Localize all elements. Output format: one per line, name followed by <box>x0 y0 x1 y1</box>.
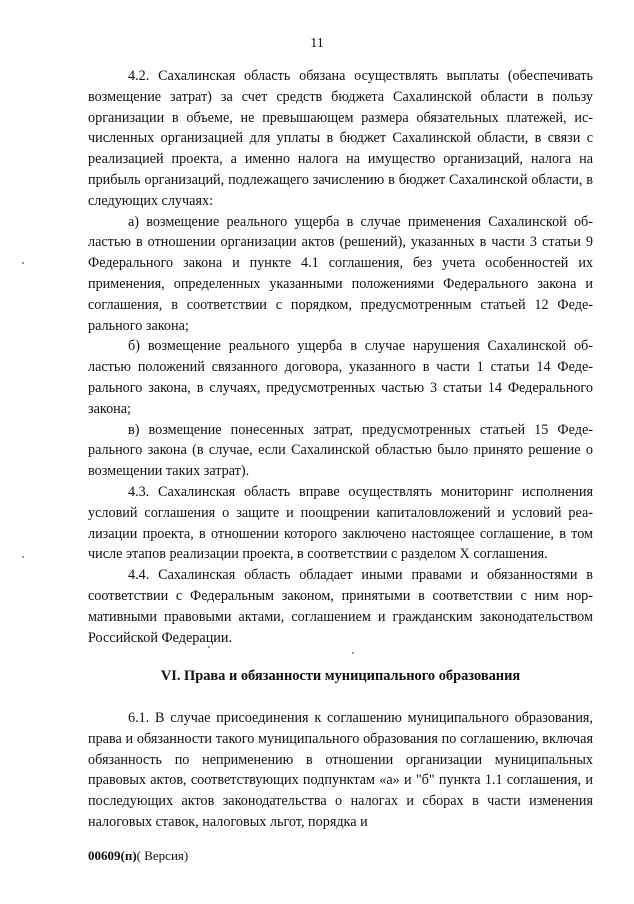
scan-speck <box>352 652 354 654</box>
paragraph-4-2: 4.2. Сахалинская область обязана осуществлять выплаты (обеспечивать возмещение затрат) за счет средств бюджета Сахалинской области в пользу организации в объеме, не превышающем размера обязательных платежей, исчисленных организацией для уплаты в бюджет Сахалинской области, в связи с реализацией проекта, а именно налога на имущество организаций, налога на прибыль организаций, подлежащего зачислению в бюджет Сахалинской области, в следующих случаях: <box>88 68 593 209</box>
scan-speck <box>22 262 24 264</box>
paragraph-4-2-a: а) возмещение реального ущерба в случае применения Сахалинской областью в отношении организации актов (решений), указанных в части 3 статьи 9 Федерального закона и пункте 4.1 соглашения, без учета особенностей их применения, определенных указанными положениями Федерального закона и соглашения, в соответствии с порядком, предусмотренным статьей 12 Федерального закона; <box>88 213 593 334</box>
section-text <box>88 708 593 833</box>
body-text <box>88 66 593 648</box>
paragraph-4-2-b: б) возмещение реального ущерба в случае нарушения Сахалинской областью положений связанного договора, указанного в части 1 статьи 14 Федерального закона, в случаях, предусмотренных частью 3 статьи 14 Федерального закона; <box>88 338 593 417</box>
section-heading: VI. Права и обязанности муниципального образования <box>160 668 521 684</box>
paragraph-6-1: 6.1. В случае присоединения к соглашению муниципального образования, права и обязанности такого муниципального образования по соглашению, включая обязанность по неприменению в отношении организации муниципальных правовых актов, соответствующих подпунктам «а» и "б" пункта 1.1 соглашения, и последующих актов законодательства о налогах и сборах в части изменения налоговых ставок, налоговых льгот, порядка и <box>88 710 593 830</box>
page-number: 11 <box>310 36 324 51</box>
scan-speck <box>22 556 24 558</box>
document-version: ( Версия) <box>136 848 189 863</box>
paragraph-4-3: 4.3. Сахалинская область вправе осуществлять мониторинг исполнения условий соглашения о защите и поощрении капиталовложений и условий реализации проекта, в отношении которого заключено настоящее соглашение, в том числе этапов реализации проекта, в соответствии с разделом X соглашения. <box>88 483 593 563</box>
document-code-number: 00609(п) <box>88 848 137 863</box>
paragraph-4-2-c: в) возмещение понесенных затрат, предусмотренных статьей 15 Федерального закона (в случае, если Сахалинской областью было принято решение о возмещении таких затрат). <box>88 421 593 480</box>
document-code <box>88 848 188 864</box>
paragraph-4-4: 4.4. Сахалинская область обладает иными правами и обязанностями в соответствии с Федеральным законом, принятыми в соответствии с ним нормативными правовыми актами, соглашением и гражданским законодательством Российской Федерации. <box>88 567 593 646</box>
scan-speck <box>208 646 210 648</box>
